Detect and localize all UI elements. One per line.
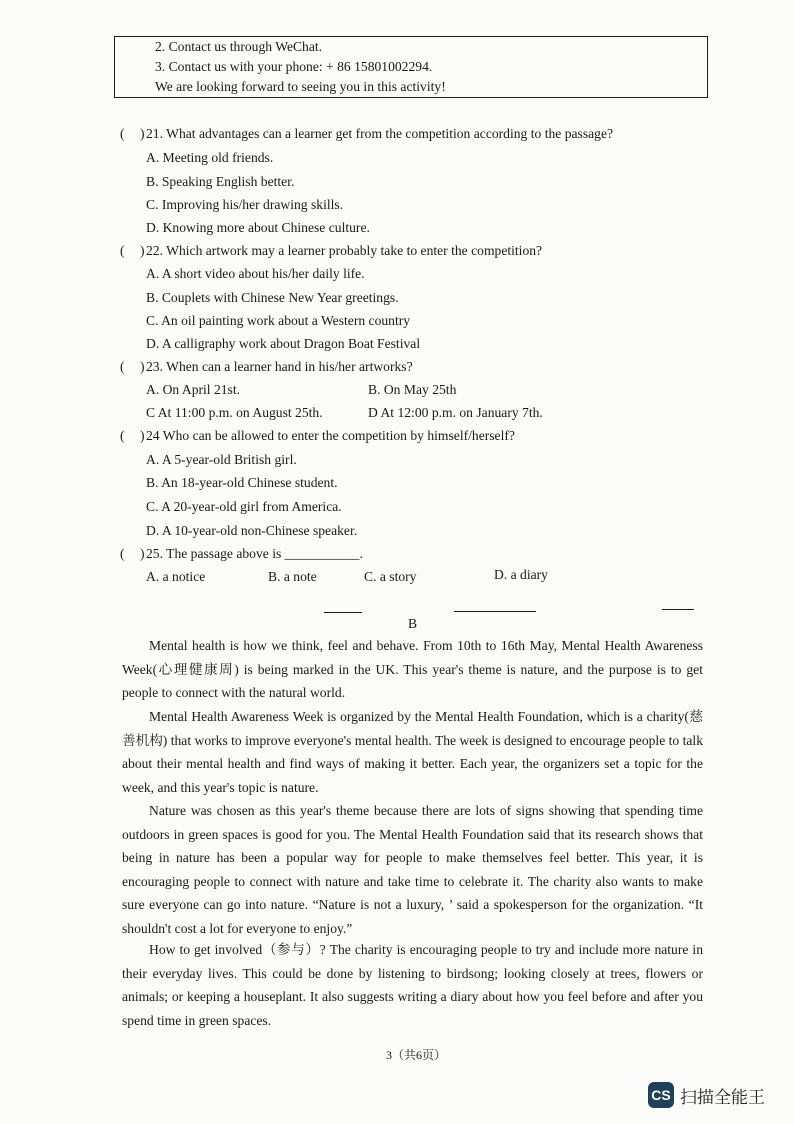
question-stem: 23. When can a learner hand in his/her artworks? bbox=[146, 359, 413, 374]
option-d: D. A calligraphy work about Dragon Boat Festival bbox=[146, 336, 421, 351]
answer-paren-open: ( bbox=[120, 243, 125, 258]
notice-line-1: 2. Contact us through WeChat. bbox=[155, 39, 323, 54]
passage-paragraph: Mental health is how we think, feel and behave. From 10th to 16th May, Mental Health Awareness Week(心理健康周) is being marked in the UK. This year's theme is nature, and the purpose is to get people to connect with the natural world. bbox=[122, 638, 703, 701]
question-stem: 21. What advantages can a learner get from the competition according to the passage? bbox=[146, 126, 614, 141]
question-stem: 24 Who can be allowed to enter the competition by himself/herself? bbox=[146, 428, 515, 443]
page-number: 3（共6页） bbox=[386, 1048, 447, 1062]
question-stem: 22. Which artwork may a learner probably take to enter the competition? bbox=[146, 243, 543, 258]
answer-paren-close: ) bbox=[140, 126, 145, 141]
answer-paren-open: ( bbox=[120, 546, 125, 561]
option-c: C. An oil painting work about a Western country bbox=[146, 313, 411, 328]
option-b: B. a note bbox=[268, 569, 317, 584]
option-a: A. Meeting old friends. bbox=[146, 150, 274, 165]
option-a: A. a notice bbox=[146, 569, 206, 584]
option-d: D. Knowing more about Chinese culture. bbox=[146, 220, 370, 235]
option-d: D. A 10-year-old non-Chinese speaker. bbox=[146, 523, 358, 538]
answer-paren-open: ( bbox=[120, 126, 125, 141]
option-b: B. Couplets with Chinese New Year greetings. bbox=[146, 290, 399, 305]
notice-line-3: We are looking forward to seeing you in this activity! bbox=[155, 79, 446, 94]
option-a: A. A 5-year-old British girl. bbox=[146, 452, 297, 467]
option-b: B. An 18-year-old Chinese student. bbox=[146, 475, 338, 490]
notice-line-2: 3. Contact us with your phone: + 86 15801002294. bbox=[155, 59, 433, 74]
answer-paren-close: ) bbox=[140, 546, 145, 561]
option-c: C. a story bbox=[364, 569, 417, 584]
camscanner-logo-icon: CS bbox=[648, 1082, 674, 1108]
option-b: B. Speaking English better. bbox=[146, 174, 295, 189]
answer-paren-open: ( bbox=[120, 359, 125, 374]
option-d: D At 12:00 p.m. on January 7th. bbox=[368, 405, 543, 420]
divider-dash bbox=[454, 611, 536, 612]
watermark-text: 扫描全能王 bbox=[680, 1087, 765, 1108]
notice-box bbox=[114, 36, 708, 98]
answer-paren-close: ) bbox=[140, 359, 145, 374]
option-a: A. A short video about his/her daily life. bbox=[146, 266, 365, 281]
answer-paren-open: ( bbox=[120, 428, 125, 443]
option-c: C At 11:00 p.m. on August 25th. bbox=[146, 405, 323, 420]
answer-paren-close: ) bbox=[140, 428, 145, 443]
divider-dash bbox=[324, 612, 362, 613]
answer-paren-close: ) bbox=[140, 243, 145, 258]
scanner-watermark bbox=[648, 1080, 765, 1110]
passage-paragraph: Mental Health Awareness Week is organized by the Mental Health Foundation, which is a charity(慈善机构) that works to improve everyone's mental health. The week is designed to encourage people to talk about their mental health and find ways of making it better. Each year, the organizers set a topic for the week, and this year's topic is nature. bbox=[122, 709, 703, 795]
divider-dash bbox=[662, 609, 694, 610]
option-a: A. On April 21st. bbox=[146, 382, 241, 397]
passage-paragraph: Nature was chosen as this year's theme because there are lots of signs showing that spending time outdoors in green spaces is good for you. The Mental Health Foundation said that its research shows that being in nature has been a popular way for people to make themselves feel better. This year, it is encouraging people to connect with nature and take time to celebrate it. The charity also wants to make sure everyone can go into nature. “Nature is not a luxury, ’ said a spokesperson for the organization. “It shouldn't cost a lot for everyone to enjoy.” bbox=[122, 803, 703, 936]
option-c: C. A 20-year-old girl from America. bbox=[146, 499, 342, 514]
question-stem: 25. The passage above is ___________. bbox=[146, 546, 363, 561]
option-d: D. a diary bbox=[494, 567, 548, 582]
option-b: B. On May 25th bbox=[368, 382, 457, 397]
option-c: C. Improving his/her drawing skills. bbox=[146, 197, 344, 212]
passage-paragraph: How to get involved（参与）? The charity is encouraging people to try and include more nature in their everyday lives. This could be done by listening to birdsong; looking closely at trees, flowers or animals; or keeping a houseplant. It also suggests writing a diary about how you feel before and after you spend time in green spaces. bbox=[122, 942, 703, 1028]
section-b-label: B bbox=[408, 616, 418, 631]
